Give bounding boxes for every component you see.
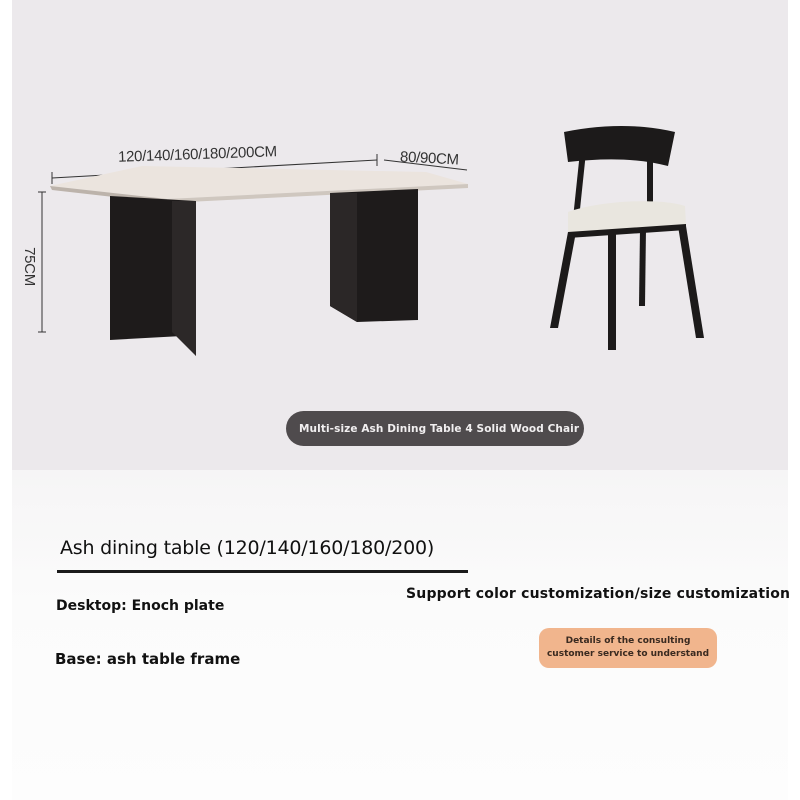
table-leg-left-side: [172, 201, 196, 356]
chair-leg-front-left: [550, 232, 576, 328]
table-leg-right-side: [330, 193, 357, 322]
width-dimension-label: 120/140/160/180/200CM: [117, 143, 278, 166]
consult-service-badge: [539, 628, 717, 668]
height-dimension-line: [38, 192, 46, 332]
depth-dimension-label: 80/90CM: [399, 148, 460, 169]
spec-desktop: Desktop: Enoch plate: [56, 598, 225, 614]
dining-table: [50, 166, 468, 356]
product-caption-text: Multi-size Ash Dining Table 4 Solid Wood Chair: [299, 422, 580, 435]
consult-line-1: Details of the consulting: [565, 636, 691, 646]
chair-leg-back-left: [639, 228, 646, 306]
customization-note: Support color customization/size customization: [406, 586, 791, 602]
spec-base: Base: ash table frame: [55, 650, 241, 668]
details-title: Ash dining table (120/140/160/180/200): [60, 537, 435, 559]
title-underline: [57, 570, 468, 573]
table-and-chair-illustration: [12, 0, 788, 470]
chair-backrest: [564, 126, 675, 166]
chair-leg-front-right: [608, 234, 616, 350]
product-caption-pill: [286, 411, 584, 446]
chair-leg-back-right: [678, 226, 704, 338]
height-dimension-label: 75CM: [20, 247, 38, 286]
consult-line-2: customer service to understand: [546, 649, 710, 659]
product-hero-panel: [12, 0, 788, 470]
dining-chair: [550, 126, 704, 350]
